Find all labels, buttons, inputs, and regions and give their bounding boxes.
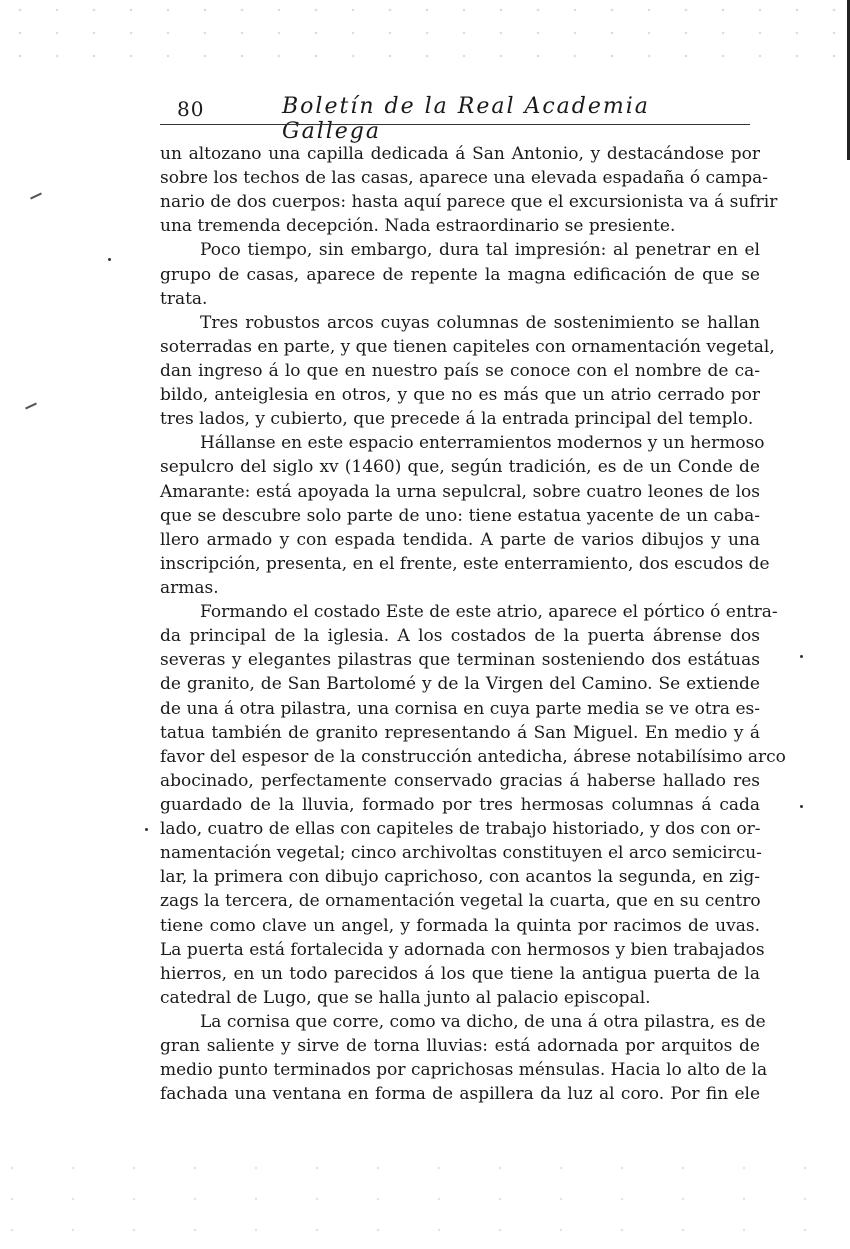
text-line: soterradas en parte, y que tienen capiteles con ornamentación vegetal, (160, 336, 775, 357)
paragraph-first-line: Hállanse en este espacio enterramientos modernos y un hermoso (200, 433, 765, 454)
text-line: llero armado y con espada tendida. A parte de varios dibujos y una (160, 529, 760, 550)
text-line: zags la tercera, de ornamentación vegetal la cuarta, que en su centro (160, 891, 761, 912)
text-line: trata. (160, 288, 208, 309)
paragraph-first-line: Poco tiempo, sin embargo, dura tal impresión: al penetrar en el (200, 240, 760, 261)
text-line: grupo de casas, aparece de repente la magna edificación de que se (160, 264, 760, 285)
text-line: sepulcro del siglo xv (1460) que, según tradición, es de un Conde de (160, 457, 760, 478)
text-line: catedral de Lugo, que se halla junto al palacio episcopal. (160, 987, 651, 1008)
margin-mark (800, 805, 803, 808)
text-line: tiene como clave un angel, y formada la quinta por racimos de uvas. (160, 915, 760, 936)
text-line: La puerta está fortalecida y adornada con hermosos y bien trabajados (160, 939, 765, 960)
header-rule (160, 124, 750, 125)
text-line: hierros, en un todo parecidos á los que tiene la antigua puerta de la (160, 963, 760, 984)
margin-mark (145, 828, 148, 831)
body-text (160, 142, 786, 1106)
text-line: una tremenda decepción. Nada estraordinario se presiente. (160, 216, 676, 237)
text-line: de granito, de San Bartolomé y de la Virgen del Camino. Se extiende (160, 674, 760, 695)
text-line: de una á otra pilastra, una cornisa en cuya parte media se ve otra es- (160, 698, 760, 719)
page-number: 80 (177, 97, 205, 121)
scan-noise-top (0, 0, 850, 70)
text-line: guardado de la lluvia, formado por tres hermosas columnas á cada (160, 794, 760, 815)
text-line: armas. (160, 577, 219, 598)
text-line: sobre los techos de las casas, aparece una elevada espadaña ó campa- (160, 168, 769, 189)
margin-mark (108, 258, 111, 261)
text-line: dan ingreso á lo que en nuestro país se conoce con el nombre de ca- (160, 360, 760, 381)
margin-mark (25, 403, 37, 410)
text-line: lar, la primera con dibujo caprichoso, con acantos la segunda, en zig- (160, 867, 760, 888)
text-line: que se descubre solo parte de uno: tiene estatua yacente de un caba- (160, 505, 760, 526)
text-line: medio punto terminados por caprichosas ménsulas. Hacia lo alto de la (160, 1060, 768, 1081)
paragraph-first-line: La cornisa que corre, como va dicho, de una á otra pilastra, es de (200, 1011, 766, 1032)
margin-mark (30, 193, 42, 200)
text-line: tres lados, y cubierto, que precede á la entrada principal del templo. (160, 409, 754, 430)
paragraph-first-line: Formando el costado Este de este atrio, aparece el pórtico ó entra- (200, 602, 778, 623)
running-title: Boletín de la Real Academia Gallega (282, 94, 650, 144)
text-line: bildo, anteiglesia en otros, y que no es más que un atrio cerrado por (160, 385, 760, 406)
text-line: un altozano una capilla dedicada á San Antonio, y destacándose por (160, 144, 760, 164)
paragraph-first-line: Tres robustos arcos cuyas columnas de sostenimiento se hallan (200, 312, 760, 333)
text-line: favor del espesor de la construcción antedicha, ábrese notabilísimo arco (160, 746, 786, 767)
page-header (160, 93, 750, 144)
text-line: namentación vegetal; cinco archivoltas constituyen el arco semicircu- (160, 843, 762, 864)
text-line: abocinado, perfectamente conservado gracias á haberse hallado res (160, 770, 760, 791)
margin-mark (800, 655, 803, 658)
text-line: inscripción, presenta, en el frente, este enterramiento, dos escudos de (160, 553, 770, 574)
text-line: lado, cuatro de ellas con capiteles de trabajo historiado, y dos con or- (160, 819, 761, 840)
scan-noise-bottom (0, 1160, 850, 1249)
text-line: tatua también de granito representando á San Miguel. En medio y á (160, 722, 760, 743)
text-line: fachada una ventana en forma de aspillera da luz al coro. Por fin ele (160, 1084, 760, 1105)
text-line: Amarante: está apoyada la urna sepulcral, sobre cuatro leones de los (160, 481, 760, 502)
text-line: gran saliente y sirve de torna lluvias: está adornada por arquitos de (160, 1036, 760, 1057)
text-line: da principal de la iglesia. A los costados de la puerta ábrense dos (160, 626, 760, 647)
text-line: severas y elegantes pilastras que terminan sosteniendo dos estátuas (160, 650, 760, 671)
text-line: nario de dos cuerpos: hasta aquí parece que el excursionista va á sufrir (160, 192, 778, 213)
